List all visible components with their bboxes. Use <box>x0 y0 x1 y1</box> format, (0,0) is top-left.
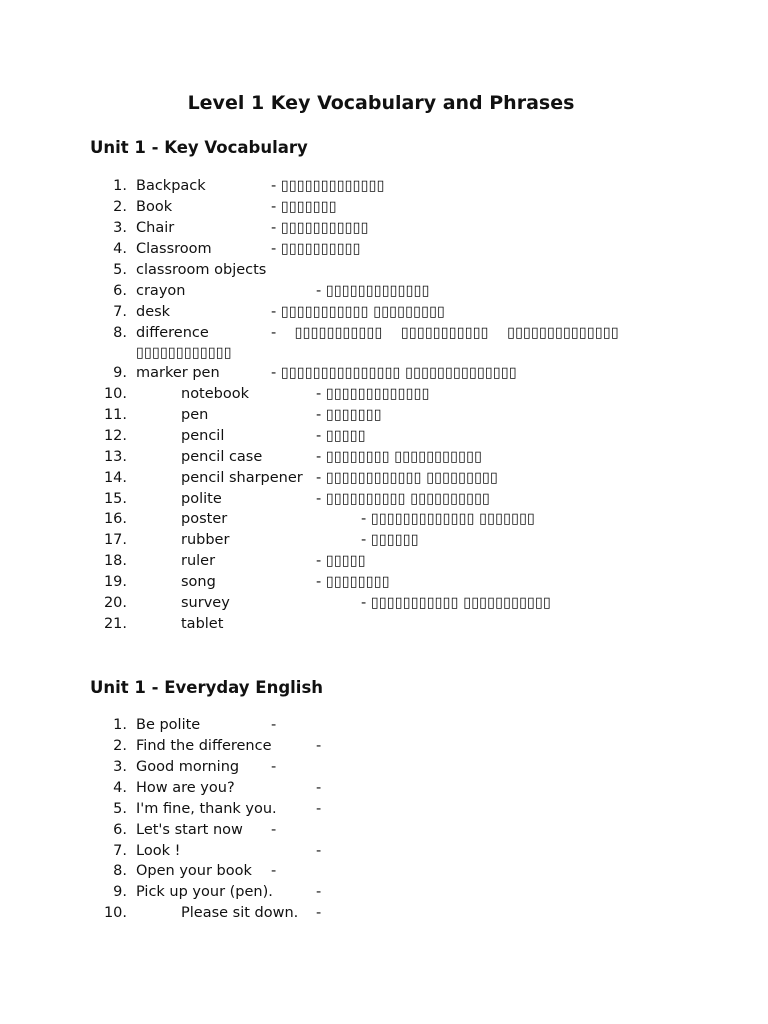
everyday-item-term: Please sit down. <box>181 905 299 921</box>
vocab-item-number: 16. <box>103 511 127 527</box>
vocab-item-number: 9. <box>113 365 127 381</box>
unit1-vocab-heading: Unit 1 - Key Vocabulary <box>90 138 308 157</box>
document-title-text: Level 1 Key Vocabulary and Phrases <box>187 92 575 114</box>
vocab-item-term: Chair <box>136 220 175 236</box>
vocab-item-definition: - ▯▯▯▯▯▯▯▯▯▯▯ ▯▯▯▯▯▯▯▯▯ <box>271 304 446 320</box>
vocab-item-term: polite <box>181 491 222 507</box>
vocab-item-number: 19. <box>103 574 127 590</box>
vocab-item-term: crayon <box>136 283 186 299</box>
vocab-item-definition: - ▯▯▯▯▯▯▯▯ ▯▯▯▯▯▯▯▯▯▯▯ <box>316 449 483 465</box>
everyday-item-definition: - <box>271 863 277 879</box>
everyday-item-number: 10. <box>103 905 127 921</box>
unit1-everyday-heading: Unit 1 - Everyday English <box>90 678 324 697</box>
vocab-item-number: 20. <box>103 595 127 611</box>
vocab-item-definition: - ▯▯▯▯▯▯▯▯ <box>316 574 390 590</box>
vocab-item-term: desk <box>136 304 171 320</box>
vocab-item-term: rubber <box>181 532 230 548</box>
everyday-item-number: 5. <box>113 801 127 817</box>
vocab-item-term: Book <box>136 199 173 215</box>
everyday-item-number: 7. <box>113 843 127 859</box>
everyday-item-term: Pick up your (pen). <box>136 884 273 900</box>
vocab-item-term: Classroom <box>136 241 212 257</box>
everyday-item-number: 1. <box>113 717 127 733</box>
everyday-item-definition: - <box>316 884 322 900</box>
vocab-item-number: 4. <box>113 241 127 257</box>
vocab-item-definition: - ▯▯▯▯▯▯▯▯▯▯▯▯▯ <box>271 178 385 194</box>
vocab-item-definition: - ▯▯▯▯▯▯▯▯▯▯▯▯▯ <box>316 283 430 299</box>
vocab-item-number: 15. <box>103 491 127 507</box>
vocab-item-number: 8. <box>113 325 127 341</box>
everyday-item-definition: - <box>271 717 277 733</box>
vocab-item-term: song <box>181 574 216 590</box>
vocab-item-term: notebook <box>181 386 250 402</box>
everyday-item-term: Let's start now <box>136 822 243 838</box>
vocab-item-definition: - ▯▯▯▯▯▯▯ <box>271 199 337 215</box>
vocab-item-number: 2. <box>113 199 127 215</box>
everyday-item-term: How are you? <box>136 780 235 796</box>
vocab-item-definition: - ▯▯▯▯▯ <box>316 553 366 569</box>
vocab-item-number: 3. <box>113 220 127 236</box>
document-title <box>0 92 768 114</box>
vocab-item-definition: - ▯▯▯▯▯▯ <box>361 532 419 548</box>
everyday-item-number: 2. <box>113 738 127 754</box>
everyday-item-number: 9. <box>113 884 127 900</box>
everyday-item-term: Find the difference <box>136 738 272 754</box>
vocab-item-term: ruler <box>181 553 216 569</box>
everyday-item-definition: - <box>316 738 322 754</box>
vocab-item-term: pencil case <box>181 449 263 465</box>
vocab-item-definition: - ▯▯▯▯▯ <box>316 428 366 444</box>
vocab-item-term: pen <box>181 407 209 423</box>
vocab-item-definition: - ▯▯▯▯▯▯▯▯▯▯▯ <box>271 220 369 236</box>
everyday-item-definition: - <box>316 843 322 859</box>
vocab-item-number: 17. <box>103 532 127 548</box>
vocab-item-term: Backpack <box>136 178 206 194</box>
everyday-item-definition: - <box>271 759 277 775</box>
vocab-item-definition: - ▯▯▯▯▯▯▯▯▯▯▯▯ ▯▯▯▯▯▯▯▯▯ <box>316 470 499 486</box>
vocab-item-term: pencil <box>181 428 225 444</box>
everyday-item-definition: - <box>271 822 277 838</box>
everyday-item-definition: - <box>316 905 322 921</box>
vocab-item-number: 13. <box>103 449 127 465</box>
everyday-item-definition: - <box>316 780 322 796</box>
everyday-item-term: Good morning <box>136 759 240 775</box>
everyday-item-term: I'm fine, thank you. <box>136 801 277 817</box>
everyday-item-number: 4. <box>113 780 127 796</box>
vocab-item-term: survey <box>181 595 230 611</box>
vocab-item-definition: - ▯▯▯▯▯▯▯▯▯▯ <box>271 241 361 257</box>
vocab-item-definition-cont: ▯▯▯▯▯▯▯▯▯▯▯▯ <box>136 345 232 361</box>
vocab-item-number: 10. <box>103 386 127 402</box>
vocab-item-term: pencil sharpener <box>181 470 303 486</box>
vocab-item-term: poster <box>181 511 228 527</box>
vocab-item-number: 14. <box>103 470 127 486</box>
vocab-item-number: 6. <box>113 283 127 299</box>
vocab-item-number: 21. <box>103 616 127 632</box>
everyday-item-term: Open your book <box>136 863 252 879</box>
vocab-item-number: 1. <box>113 178 127 194</box>
vocab-item-number: 18. <box>103 553 127 569</box>
everyday-item-number: 3. <box>113 759 127 775</box>
everyday-item-number: 6. <box>113 822 127 838</box>
everyday-item-number: 8. <box>113 863 127 879</box>
vocab-item-definition: - ▯▯▯▯▯▯▯▯▯▯▯▯▯▯▯ ▯▯▯▯▯▯▯▯▯▯▯▯▯▯ <box>271 365 517 381</box>
vocab-item-term: marker pen <box>136 365 220 381</box>
vocab-item-definition: - ▯▯▯▯▯▯▯▯▯▯▯▯▯ <box>316 386 430 402</box>
everyday-item-term: Be polite <box>136 717 201 733</box>
vocab-item-number: 11. <box>103 407 127 423</box>
vocab-item-term: tablet <box>181 616 224 632</box>
vocab-item-definition: - ▯▯▯▯▯▯▯▯▯▯▯ ▯▯▯▯▯▯▯▯▯▯▯ <box>361 595 551 611</box>
vocab-item-definition: - ▯▯▯▯▯▯▯▯▯▯ ▯▯▯▯▯▯▯▯▯▯ <box>316 491 491 507</box>
vocab-item-number: 7. <box>113 304 127 320</box>
vocab-item-definition: - ▯▯▯▯▯▯▯▯▯▯▯▯▯ ▯▯▯▯▯▯▯ <box>361 511 536 527</box>
vocab-item-term: classroom objects <box>136 262 267 278</box>
vocab-item-definition: - ▯▯▯▯▯▯▯ <box>316 407 382 423</box>
vocab-item-term: difference <box>136 325 209 341</box>
vocab-item-definition: - ▯▯▯▯▯▯▯▯▯▯▯ ▯▯▯▯▯▯▯▯▯▯▯ ▯▯▯▯▯▯▯▯▯▯▯▯▯▯ <box>271 325 619 341</box>
everyday-item-term: Look ! <box>136 843 181 859</box>
vocab-item-number: 5. <box>113 262 127 278</box>
everyday-item-definition: - <box>316 801 322 817</box>
vocab-item-number: 12. <box>103 428 127 444</box>
